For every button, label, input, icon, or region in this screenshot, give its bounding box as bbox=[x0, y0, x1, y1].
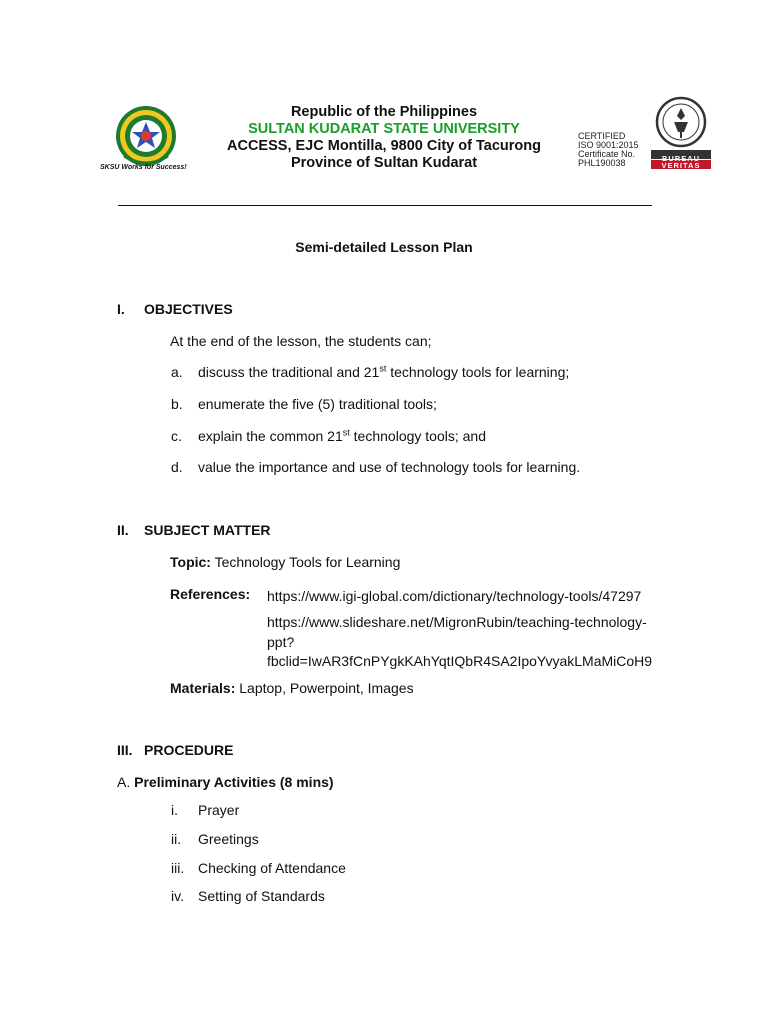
objective-item bbox=[198, 364, 569, 380]
step-label: Checking of Attendance bbox=[198, 860, 346, 876]
reference-link[interactable]: https://www.igi-global.com/dictionary/technology-tools/47297 bbox=[267, 588, 642, 604]
step-number: iv. bbox=[171, 888, 184, 904]
materials-line bbox=[170, 680, 414, 696]
list-letter: b. bbox=[171, 396, 183, 412]
references-label: References: bbox=[170, 586, 251, 602]
university-address: ACCESS, EJC Montilla, 9800 City of Tacurong bbox=[227, 138, 541, 154]
objective-text: technology tools for learning; bbox=[386, 364, 570, 380]
reference-link-continued[interactable]: fbclid=IwAR3fCnPYgkKAhYqtIQbR4SA2IpoYvyakLMaMiCoH9 bbox=[267, 653, 653, 669]
section-numeral: III. bbox=[117, 742, 133, 758]
province-line: Province of Sultan Kudarat bbox=[290, 155, 478, 171]
objectives-heading: OBJECTIVES bbox=[144, 301, 233, 317]
objective-text: discuss the traditional and 21 bbox=[198, 364, 380, 380]
step-number: iii. bbox=[171, 860, 185, 876]
subsection-letter: A. bbox=[117, 774, 131, 790]
cert-line: CERTIFIED bbox=[578, 131, 626, 141]
step-label: Greetings bbox=[198, 831, 259, 847]
reference-link-continued[interactable]: ppt? bbox=[267, 634, 295, 650]
seal-caption: SKSU Works for Success! bbox=[100, 164, 187, 171]
cert-line: Certificate No. bbox=[578, 149, 636, 159]
objective-item bbox=[198, 396, 437, 412]
university-name: SULTAN KUDARAT STATE UNIVERSITY bbox=[248, 121, 520, 137]
list-letter: c. bbox=[171, 428, 182, 444]
republic-line: Republic of the Philippines bbox=[290, 104, 478, 120]
header-divider bbox=[118, 205, 652, 206]
topic-value: Technology Tools for Learning bbox=[214, 554, 401, 570]
topic-line bbox=[170, 554, 400, 570]
list-letter: a. bbox=[171, 364, 183, 380]
objective-text: technology tools; and bbox=[349, 428, 486, 444]
cert-line: ISO 9001:2015 bbox=[578, 140, 639, 150]
step-label: Prayer bbox=[198, 802, 240, 818]
objective-text: explain the common 21 bbox=[198, 428, 343, 444]
list-letter: d. bbox=[171, 459, 183, 475]
materials-label: Materials: bbox=[170, 680, 236, 696]
objectives-intro: At the end of the lesson, the students can; bbox=[170, 333, 432, 349]
objective-text: enumerate the five (5) traditional tools; bbox=[198, 396, 437, 412]
procedure-heading: PROCEDURE bbox=[144, 742, 234, 758]
superscript: st bbox=[342, 427, 350, 438]
materials-value: Laptop, Powerpoint, Images bbox=[239, 680, 414, 696]
topic-label: Topic: bbox=[170, 554, 211, 570]
objective-item bbox=[198, 428, 486, 444]
subsection-title: Preliminary Activities (8 mins) bbox=[134, 774, 334, 790]
iso-certification-text bbox=[578, 132, 639, 168]
bureau-badge-label: BUREAU bbox=[661, 154, 701, 163]
section-numeral: II. bbox=[117, 522, 129, 538]
step-label: Setting of Standards bbox=[198, 888, 325, 904]
veritas-badge-label: VERITAS bbox=[661, 161, 701, 170]
step-number: i. bbox=[171, 802, 178, 818]
subsection-heading bbox=[117, 774, 334, 790]
document-title: Semi-detailed Lesson Plan bbox=[295, 239, 473, 255]
superscript: st bbox=[379, 363, 387, 374]
objective-item bbox=[198, 459, 580, 475]
step-number: ii. bbox=[171, 831, 182, 847]
section-numeral: I. bbox=[117, 301, 125, 317]
subject-matter-heading: SUBJECT MATTER bbox=[144, 522, 271, 538]
objective-text: value the importance and use of technology tools for learning. bbox=[198, 459, 581, 475]
reference-link[interactable]: https://www.slideshare.net/MigronRubin/teaching-technology- bbox=[267, 614, 647, 630]
cert-line: PHL190038 bbox=[578, 158, 626, 168]
university-seal-logo bbox=[110, 104, 182, 170]
